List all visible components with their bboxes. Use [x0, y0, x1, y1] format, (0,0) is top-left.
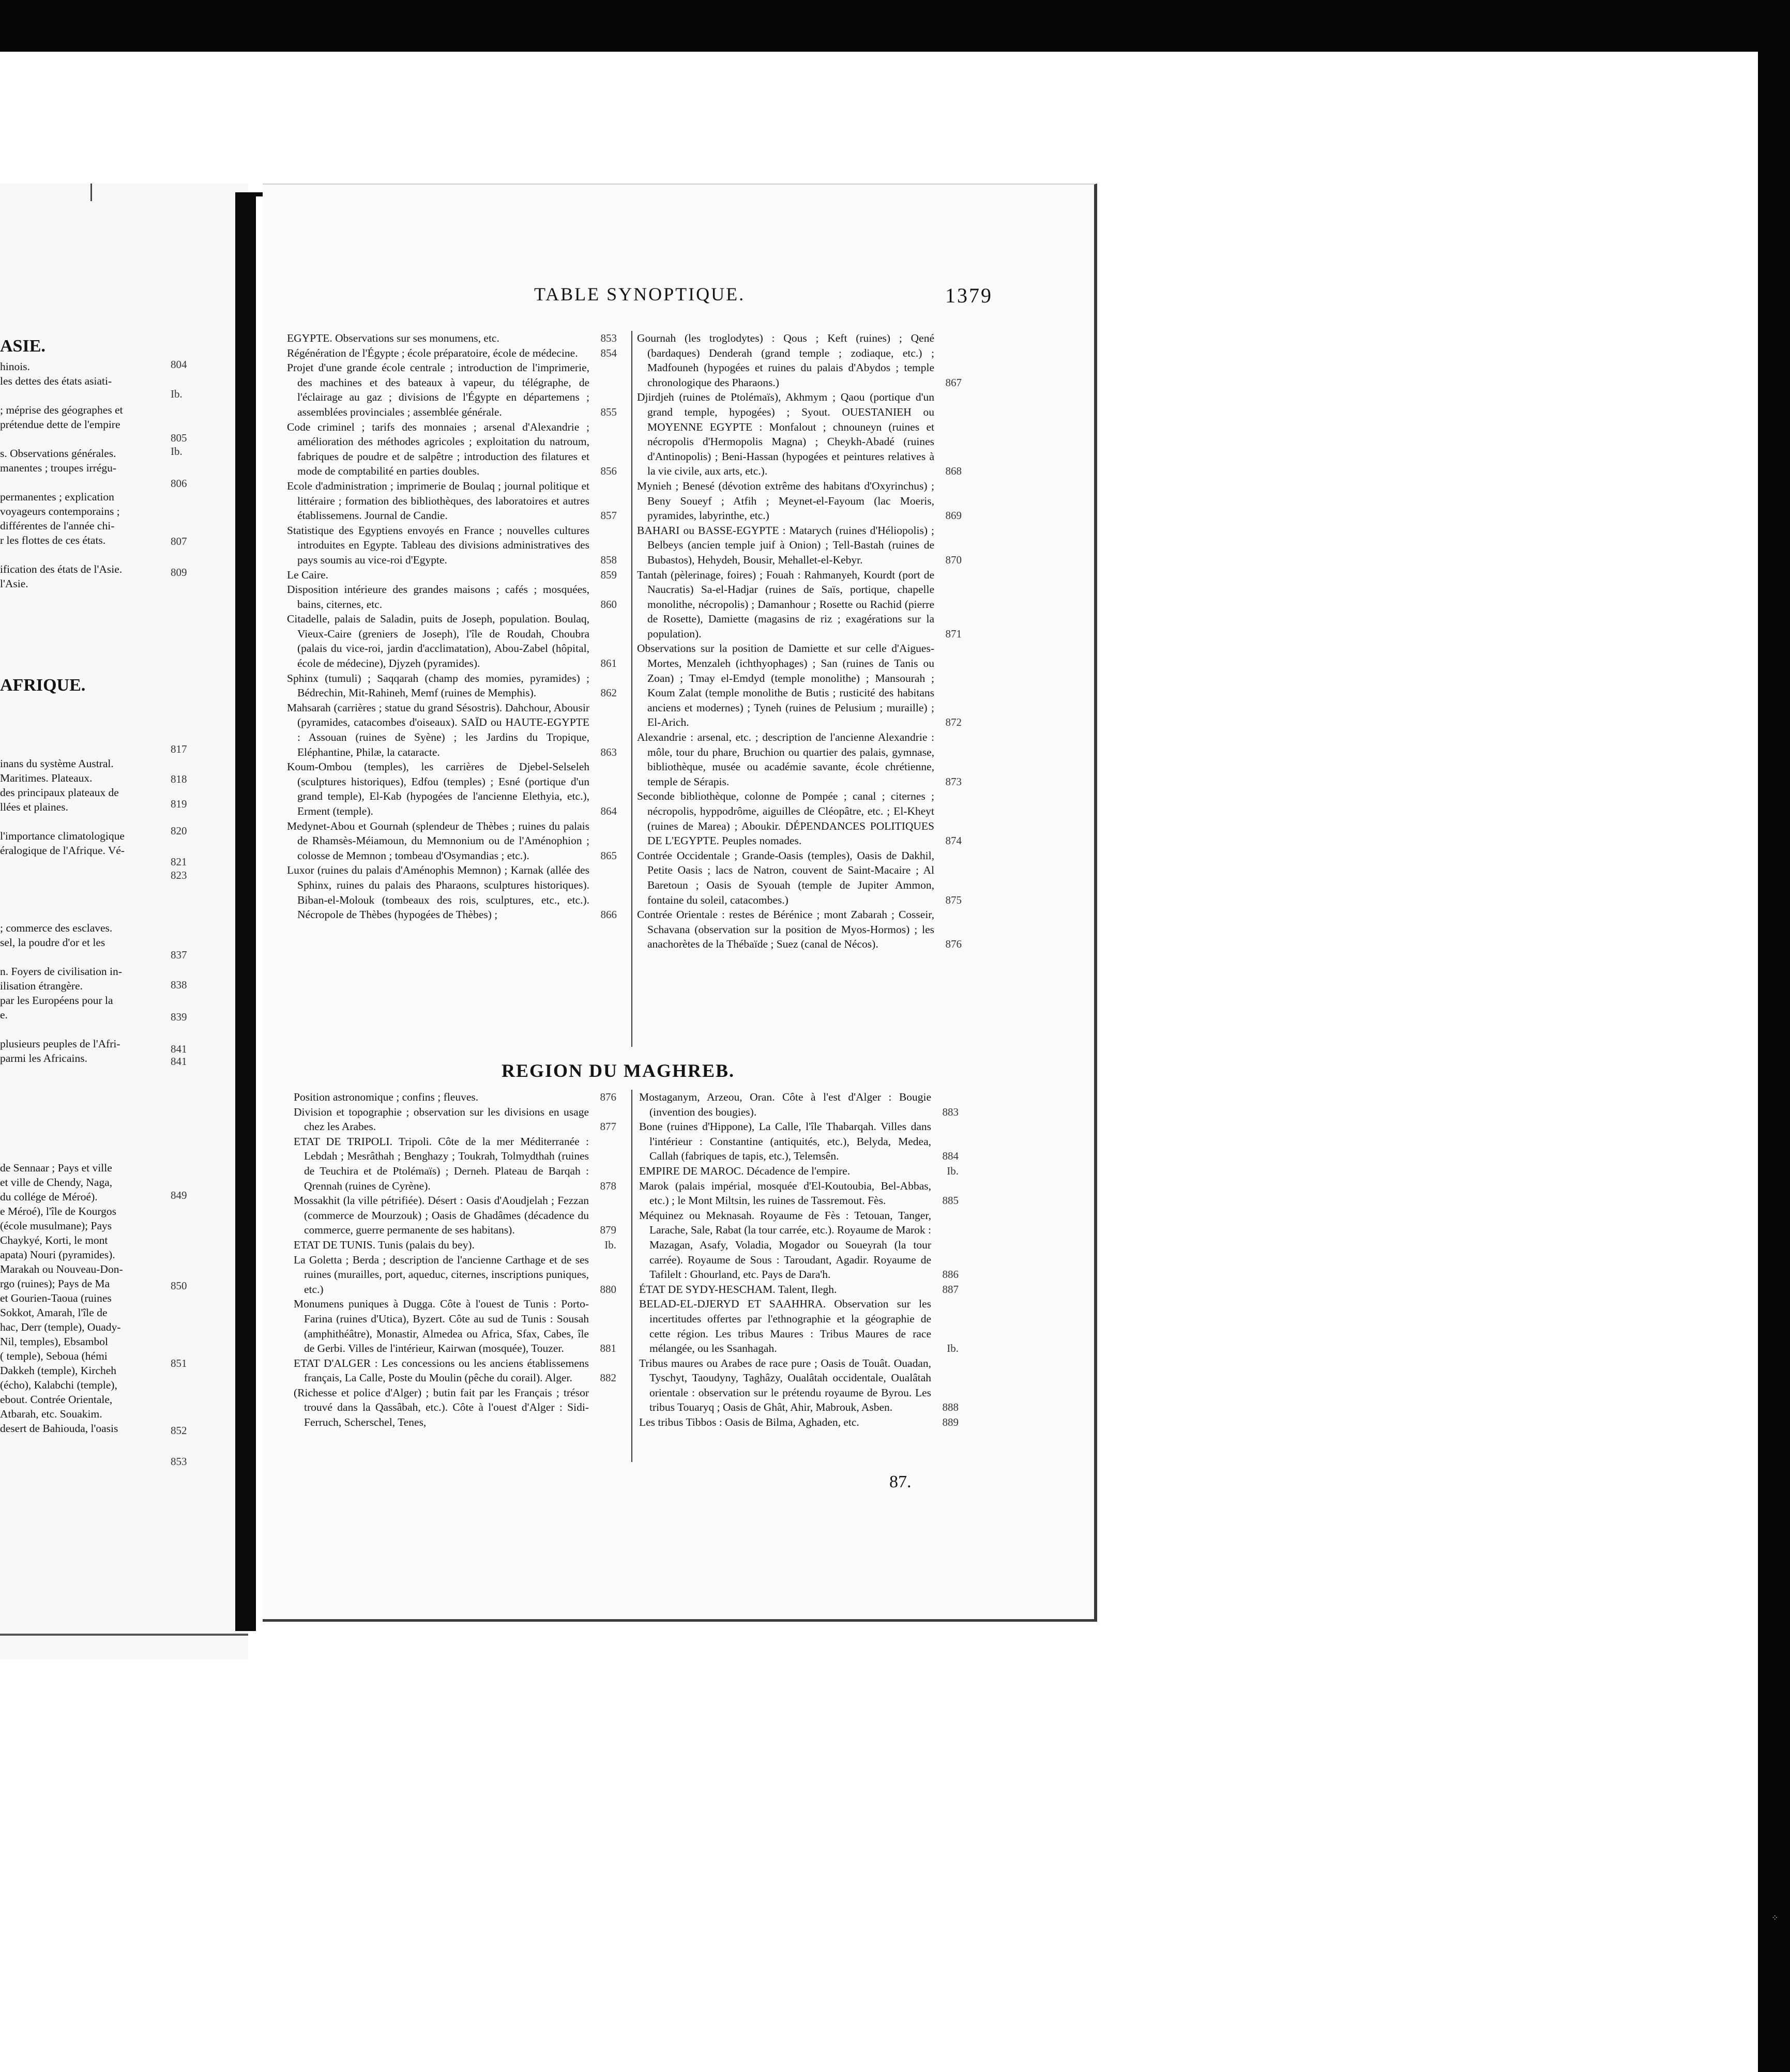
entry-text: Seconde bibliothèque, colonne de Pompée ; canal ; citernes ; nécropolis, hyppodrôme, aiguilles de Cléopâtre, etc. ; El-Kheyt (ruines de Marea) ; Aboukir. DÉPENDANCES POLITIQUES DE L'EGYPTE. Peuples nomades.: [637, 790, 934, 847]
index-entry: [294, 1385, 617, 1430]
edge-mark: ⁘: [1771, 1914, 1779, 1923]
entry-page-number: 859: [600, 568, 617, 581]
left-page-number: 807: [171, 535, 187, 547]
index-entry: [287, 523, 618, 568]
entry-page-number: 877: [600, 1120, 616, 1133]
entry-text: Medynet-Abou et Gournah (splendeur de Thèbes ; ruines du palais de Rhamsès-Méiamoun, du Memnonium ou de l'Aménophion ; colosse de Memnon ; tombeau d'Osymandias ; etc.).: [287, 819, 589, 862]
left-page-line: llées et plaines.: [0, 801, 68, 813]
left-page-line: ( temple), Seboua (hémi: [0, 1350, 108, 1362]
index-entry: [639, 1090, 960, 1119]
left-page-line: et ville de Chendy, Naga,: [0, 1176, 113, 1189]
entry-text: Régénération de l'Égypte ; école préparatoire, école de médecine.: [287, 346, 578, 359]
entry-text: Bone (ruines d'Hippone), La Calle, l'île Thabarqah. Villes dans l'intérieur : Constantine (antiquités, etc.), Belyda, Medea, Callah (fabriques de tapis, etc.), Telemsên.: [639, 1120, 931, 1163]
entry-text: Code criminel ; tarifs des monnaies ; arsenal d'Alexandrie ; amélioration des méthodes agricoles ; exploitation du natroum, fabriques de poudre et de salpêtre ; introduction des filatures et mode de comptabilité en parties doubles.: [287, 420, 589, 478]
scan-border-right: [1758, 0, 1790, 2072]
scan-border-top: [0, 0, 1790, 52]
entry-text: Sphinx (tumuli) ; Saqqarah (champ des momies, pyramides) ; Bédrechin, Mit-Rahineh, Memf (ruines de Memphis).: [287, 672, 589, 699]
entry-text: Contrée Occidentale ; Grande-Oasis (temples), Oasis de Dakhil, Petite Oasis ; lacs de Natron, couvent de Saint-Macaire ; Al Baretoun ; Oasis de Syouah (temple de Jupiter Ammon, fontaine du soleil, catacombes.): [637, 849, 934, 906]
entry-text: Méquinez ou Meknasah. Royaume de Fès : Tetouan, Tanger, Larache, Sale, Rabat (la tour carrée, etc.). Royaume de Marok : Mazagan, Asafy, Voladia, Mogador ou Soueyrah (la tour carrée). Royaume de Sous : Taroudant, Agadir. Royaume de Tafilelt : Ghourland, etc. Pays de Dara'h.: [639, 1209, 932, 1281]
entry-page-number: 855: [600, 405, 617, 418]
index-entry: [294, 1105, 617, 1134]
entry-text: Les tribus Tibbos : Oasis de Bilma, Aghaden, etc.: [639, 1416, 859, 1429]
entry-page-number: 878: [600, 1179, 616, 1192]
entry-text: Marok (palais impérial, mosquée d'El-Koutoubia, Bel-Abbas, etc.) ; le Mont Miltsin, les ruines de Tassremout. Fès.: [639, 1179, 931, 1207]
index-entry: [294, 1090, 617, 1105]
left-page-line: voyageurs contemporains ;: [0, 505, 120, 517]
entry-text: Tantah (pèlerinage, foires) ; Fouah : Rahmanyeh, Kourdt (port de Naucratis) Sa-el-Hadjar (ruines de Saïs, portique, chapelle monolithe, nécropolis) ; Damanhour ; Rosette ou Rachid (pierre de Rosette), Damiette (magasins de riz ; exagérations sur la population).: [637, 568, 934, 640]
entry-text: Djirdjeh (ruines de Ptolémaïs), Akhmym ; Qaou (portique d'un grand temple, hypogées) ; Syout. OUESTANIEH ou MOYENNE EGYPTE : Monfalout ; chnouneyn (ruines et nécropolis d'Hermopolis Magna) ; Cheykh-Abadé (ruines d'Antinopolis) ; Beni-Hassan (hypogées et peintures relatives à la vie civile, aux arts, etc.).: [637, 391, 934, 478]
entry-text: Luxor (ruines du palais d'Aménophis Memnon) ; Karnak (allée des Sphinx, ruines du palais des Pharaons, sculptures historiques). Biban-el-Molouk (tombeaux des rois, sculptures, etc., etc.). Nécropole de Thèbes (hypogées de Thèbes) ;: [287, 864, 589, 921]
left-page-number: 850: [171, 1279, 187, 1292]
entry-text: Position astronomique ; confins ; fleuves.: [294, 1091, 479, 1103]
left-page-number: Ib.: [171, 388, 183, 400]
index-entry: [287, 568, 618, 583]
left-page-number: 819: [171, 798, 187, 810]
index-entry: [639, 1415, 960, 1430]
entry-text: Mostaganym, Arzeou, Oran. Côte à l'est d'Alger : Bougie (invention des bougies).: [639, 1091, 931, 1118]
left-page-line: sel, la poudre d'or et les: [0, 936, 105, 949]
entry-page-number: 857: [600, 509, 617, 522]
index-entry: [639, 1164, 960, 1179]
index-entry: [287, 479, 618, 523]
entry-text: Contrée Orientale : restes de Bérénice ; mont Zabarah ; Cosseir, Schavana (observation sur la position de Myos-Hormos) ; les anachorètes de la Thébaïde ; Suez (canal de Nécos).: [637, 908, 934, 951]
index-entry: [287, 360, 618, 419]
left-page-line: les dettes des états asiati-: [0, 375, 112, 387]
left-page-bottom-edge: [0, 1634, 248, 1636]
entry-text: ETAT DE TRIPOLI. Tripoli. Côte de la mer Méditerranée : Lebdah ; Mesrâthah ; Benghazy ; Toukrah, Tolmydthah (ruines de Teuchira et de Ptolémaïs) ; Derneh. Plateau de Barqah : Qrennah (ruines de Cyrène).: [294, 1135, 589, 1192]
index-entry: [639, 1179, 960, 1208]
left-page-number: 849: [171, 1189, 187, 1201]
left-page-line: ebout. Contrée Orientale,: [0, 1393, 113, 1406]
entry-page-number: 872: [945, 716, 962, 729]
left-page-number: 823: [171, 869, 187, 881]
entry-page-number: 888: [942, 1401, 959, 1414]
entry-page-number: 871: [945, 627, 962, 640]
left-page-number: 851: [171, 1357, 187, 1369]
entry-text: Alexandrie : arsenal, etc. ; description de l'ancienne Alexandrie : môle, tour du phare, Bruchion ou quartier des palais, gymnase, bibliothèque, musée ou académie savante, école chrétienne, temple de Sérapis.: [637, 731, 934, 788]
entry-text: Projet d'une grande école centrale ; introduction de l'imprimerie, des machines et des bateaux à vapeur, du télégraphe, de l'éclairage au gaz ; divisions de l'Égypte en départemens ; assemblées provinciales ; assemblée générale.: [287, 361, 589, 418]
left-page-line: ilisation étrangère.: [0, 980, 83, 992]
left-page-number: 841: [171, 1055, 187, 1068]
entry-page-number: 870: [945, 553, 962, 566]
index-entry: [287, 346, 618, 361]
entry-text: Le Caire.: [287, 568, 328, 581]
entry-text: (Richesse et police d'Alger) ; butin fait par les Français ; trésor trouvé dans la Qassâbah, etc.). Côte à l'ouest d'Alger : Sidi-Ferruch, Scherschel, Tenes,: [294, 1386, 589, 1429]
index-entry: [637, 907, 963, 952]
left-page-number: Ib.: [171, 445, 183, 458]
column-maghreb-right: [639, 1090, 960, 1462]
index-entry: [639, 1119, 960, 1164]
left-page-line: desert de Bahiouda, l'oasis: [0, 1422, 118, 1435]
page-number: 1379: [945, 284, 993, 307]
entry-page-number: Ib.: [947, 1342, 959, 1355]
entry-text: Citadelle, palais de Saladin, puits de Joseph, population. Boulaq, Vieux-Caire (greniers de Joseph), l'île de Roudah, Choubra (palais du vice-roi, jardin d'acclimatation), Abou-Zabel (hôpital, école de médecine), Djyzeh (pyramides).: [287, 613, 589, 670]
index-entry: [639, 1208, 960, 1282]
entry-page-number: Ib.: [604, 1238, 616, 1251]
left-page-line: (écho), Kalabchi (temple),: [0, 1379, 117, 1391]
entry-page-number: 886: [942, 1268, 959, 1281]
left-page-line: n. Foyers de civilisation in-: [0, 965, 122, 978]
entry-text: Tribus maures ou Arabes de race pure ; Oasis de Touât. Ouadan, Tyschyt, Taoudyny, Taghâzy, Oualâtah occidentale, Oualâtah orientale : observation sur le prétendu royaume de Byrou. Les tribus Touaryq ; Oasis de Ghât, Ahir, Mabrouk, Asben.: [639, 1357, 931, 1414]
left-page-number: 809: [171, 566, 187, 578]
left-page-number: 806: [171, 477, 187, 490]
column-egypt-left: [287, 331, 618, 1047]
left-page-line: de Sennaar ; Pays et ville: [0, 1162, 112, 1174]
left-page-line: Nil, temples), Ebsambol: [0, 1335, 108, 1348]
left-page-line: hinois.: [0, 360, 30, 373]
left-heading-afrique: AFRIQUE.: [0, 676, 86, 695]
signature-mark: 87.: [889, 1472, 912, 1491]
entry-page-number: Ib.: [947, 1164, 959, 1177]
left-page-line: éralogique de l'Afrique. Vé-: [0, 844, 125, 857]
entry-page-number: 863: [600, 745, 617, 758]
entry-page-number: 860: [600, 598, 617, 611]
entry-page-number: 879: [600, 1224, 616, 1237]
index-entry: [637, 390, 963, 479]
entry-text: Statistique des Egyptiens envoyés en France ; nouvelles cultures introduites en Egypte. Tableau des divisions administratives des pays soumis au vice-roi d'Egypte.: [287, 524, 589, 566]
index-entry: [294, 1238, 617, 1253]
entry-page-number: 861: [600, 657, 617, 670]
entry-page-number: 880: [600, 1283, 616, 1296]
page-header: [269, 283, 993, 307]
entry-text: Gournah (les troglodytes) : Qous ; Keft (ruines) ; Qené (bardaques) Denderah (grand temple ; zodiaque, etc.) ; Madfouneh (hypogées et ruines du palais d'Abydos ; temple chronologique des Pharaons.): [637, 332, 934, 389]
left-page-number: 804: [171, 358, 187, 371]
entry-text: BAHARI ou BASSE-EGYPTE : Matarych (ruines d'Héliopolis) ; Belbeys (ancien temple juif à Onion) ; Tell-Bastah (ruines de Bubastos), Hehydeh, Bousir, Mehallet-el-Kebyr.: [637, 524, 934, 566]
left-page-number: 818: [171, 773, 187, 785]
index-entry: [637, 479, 963, 523]
left-heading-asie: ASIE.: [0, 337, 45, 356]
entry-page-number: 858: [600, 553, 617, 566]
index-entry: [294, 1193, 617, 1238]
left-page-line: permanentes ; explication: [0, 491, 114, 503]
left-page-line: r les flottes de ces états.: [0, 534, 106, 546]
left-page-number: 853: [171, 1455, 187, 1468]
index-entry: [639, 1297, 960, 1355]
left-page-line: s. Observations générales.: [0, 447, 116, 460]
left-page-line: l'Asie.: [0, 577, 28, 590]
entry-page-number: 889: [942, 1416, 959, 1429]
column-egypt-right: [637, 331, 963, 1047]
entry-text: La Goletta ; Berda ; description de l'ancienne Carthage et de ses ruines (murailles, port, aqueduc, citernes, inscriptions puniques, etc.): [294, 1253, 589, 1296]
index-entry: [287, 582, 618, 612]
entry-page-number: 881: [600, 1342, 616, 1355]
entry-page-number: 868: [945, 465, 962, 478]
running-title: TABLE SYNOPTIQUE.: [534, 284, 746, 304]
left-page-number: 821: [171, 856, 187, 868]
index-entry: [294, 1356, 617, 1385]
left-facing-page: [0, 184, 248, 1659]
left-page-number: 838: [171, 979, 187, 991]
left-page-line: (école musulmane); Pays: [0, 1220, 112, 1232]
entry-text: Mossakhit (la ville pétrifiée). Désert : Oasis d'Aoudjelah ; Fezzan (commerce de Mourzouk) ; Oasis de Ghadâmes (décadence du commerce, guerre permanente de ses habitans).: [294, 1194, 589, 1237]
entry-page-number: 867: [945, 376, 962, 389]
left-page-line: Chaykyé, Korti, le mont: [0, 1234, 108, 1246]
column-maghreb-left: [294, 1090, 617, 1462]
left-page-line: Dakkeh (temple), Kircheh: [0, 1364, 117, 1377]
index-entry: [639, 1282, 960, 1297]
entry-text: Observations sur la position de Damiette et sur celle d'Aigues-Mortes, Menzaleh (ichthyophages) ; San (ruines de Tanis ou Zoan) ; Tmay el-Emdyd (temple monolithe) ; Mansourah ; Koum Zalat (temple monolithe de Butis ; rusticité des habitans anciens et modernes) ; Tyneh (ruines de Pelusium ; muraille) ; El-Arich.: [637, 642, 934, 729]
left-page-line: e Méroé), l'île de Kourgos: [0, 1205, 116, 1217]
entry-text: Ecole d'administration ; imprimerie de Boulaq ; journal politique et littéraire ; formation des bibliothèques, des laboratoires et autres établissemens. Journal de Candie.: [287, 479, 589, 522]
left-page-line: Atbarah, etc. Souakim.: [0, 1408, 102, 1420]
index-entry: [637, 789, 963, 848]
entry-page-number: 887: [942, 1283, 959, 1296]
index-entry: [637, 641, 963, 730]
left-page-line: différentes de l'année chi-: [0, 520, 115, 532]
left-page-number: 820: [171, 825, 187, 837]
entry-page-number: 856: [600, 465, 617, 478]
entry-page-number: 854: [600, 346, 617, 359]
left-page-line: par les Européens pour la: [0, 994, 113, 1007]
entry-text: Mahsarah (carrières ; statue du grand Sésostris). Dahchour, Abousir (pyramides, catacombes d'oiseaux). SAÏD ou HAUTE-EGYPTE : Assouan (ruines de Syène) ; les Jardins du Tropique, Eléphantine, Philæ, la cataracte.: [287, 701, 589, 758]
column-rule-bottom: [631, 1090, 632, 1462]
index-entry: [637, 523, 963, 568]
entry-page-number: 873: [945, 775, 962, 788]
left-page-line: ification des états de l'Asie.: [0, 563, 123, 575]
left-page-number: 805: [171, 432, 187, 444]
left-page-line: ; commerce des esclaves.: [0, 922, 113, 934]
left-page-line: des principaux plateaux de: [0, 786, 119, 799]
left-page-line: plusieurs peuples de l'Afri-: [0, 1038, 120, 1050]
left-page-number: 852: [171, 1424, 187, 1437]
index-entry: [637, 331, 963, 390]
entry-page-number: 882: [600, 1372, 616, 1384]
index-entry: [639, 1356, 960, 1415]
left-page-line: apata) Nouri (pyramides).: [0, 1248, 115, 1261]
entry-page-number: 875: [945, 893, 962, 906]
left-page-line: parmi les Africains.: [0, 1052, 87, 1064]
entry-page-number: 862: [600, 687, 617, 699]
entry-text: ETAT DE TUNIS. Tunis (palais du bey).: [294, 1238, 475, 1251]
left-page-line: e.: [0, 1009, 8, 1021]
left-page-line: ; méprise des géographes et: [0, 404, 123, 416]
column-rule-top: [631, 331, 632, 1047]
left-page-line: inans du système Austral.: [0, 757, 114, 770]
index-entry: [287, 863, 618, 922]
book-spine: [235, 195, 256, 1631]
entry-text: Koum-Ombou (temples), les carrières de Djebel-Selseleh (sculptures historiques), Edfou (temples) ; Esné (portique d'un grand temple), El-Kab (hypogées de l'ancienne Elethyia, etc.), Erment (temple).: [287, 760, 589, 817]
entry-text: EMPIRE DE MAROC. Décadence de l'empire.: [639, 1164, 851, 1177]
left-page-line: l'importance climatologique: [0, 830, 125, 842]
left-page-line: Marakah ou Nouveau-Don-: [0, 1263, 123, 1275]
entry-page-number: 853: [600, 332, 617, 344]
index-entry: [637, 568, 963, 642]
entry-page-number: 866: [600, 908, 617, 921]
entry-page-number: 869: [945, 509, 962, 522]
left-page-line: Maritimes. Plateaux.: [0, 772, 93, 784]
entry-page-number: 883: [942, 1105, 959, 1118]
entry-text: Monumens puniques à Dugga. Côte à l'ouest de Tunis : Porto-Farina (ruines d'Utica), Byzert. Côte au sud de Tunis : Sousah (amphithéâtre), Monastir, Almedea ou Africa, Sfax, Cabes, île de Gerbi. Villes de l'intérieur, Kairwan (mosquée), Touzer.: [294, 1298, 589, 1355]
left-page-line: hac, Derr (temple), Ouady-: [0, 1321, 121, 1333]
index-entry: [287, 819, 618, 863]
index-entry: [294, 1253, 617, 1297]
index-entry: [287, 700, 618, 759]
left-page-line: rgo (ruines); Pays de Ma: [0, 1277, 110, 1290]
index-entry: [287, 420, 618, 479]
left-page-line: et Gourien-Taoua (ruines: [0, 1292, 112, 1304]
entry-text: Division et topographie ; observation sur les divisions en usage chez les Arabes.: [294, 1105, 589, 1133]
entry-page-number: 884: [942, 1150, 959, 1163]
entry-page-number: 876: [945, 938, 962, 951]
index-entry: [294, 1297, 617, 1355]
left-page-line: manentes ; troupes irrégu-: [0, 462, 117, 474]
left-page-fold: [90, 184, 92, 201]
section-heading-maghreb: REGION DU MAGHREB.: [502, 1060, 735, 1081]
left-page-number: 841: [171, 1043, 187, 1055]
left-page-line: du collége de Méroé).: [0, 1191, 98, 1203]
entry-page-number: 885: [942, 1194, 959, 1207]
index-entry: [637, 730, 963, 789]
index-entry: [287, 671, 618, 700]
index-entry: [287, 759, 618, 818]
entry-page-number: 864: [600, 805, 617, 817]
entry-text: Disposition intérieure des grandes maisons ; cafés ; mosquées, bains, citernes, etc.: [287, 583, 589, 611]
index-entry: [637, 848, 963, 907]
entry-text: Mynieh ; Benesé (dévotion extrême des habitans d'Oxyrinchus) ; Beny Soueyf ; Atfih ; Meynet-el-Fayoum (lac Moeris, pyramides, labyrinthe, etc.): [637, 479, 934, 522]
entry-page-number: 874: [945, 834, 962, 847]
left-page-number: 839: [171, 1011, 187, 1023]
index-entry: [294, 1134, 617, 1193]
left-page-line: prétendue dette de l'empire: [0, 418, 120, 431]
entry-text: ETAT D'ALGER : Les concessions ou les anciens établissemens français, La Calle, Poste du Moulin (pêche du corail). Alger.: [294, 1357, 589, 1384]
entry-page-number: 876: [600, 1091, 616, 1103]
entry-text: BELAD-EL-DJERYD ET SAAHHRA. Observation sur les incertitudes offertes par l'ethnographie et la géographie de cette région. Les tribus Maures : Tribus Maures de race mélangée, ou les Ssanhagah.: [639, 1298, 931, 1355]
entry-text: ÉTAT DE SYDY-HESCHAM. Talent, Ilegh.: [639, 1283, 837, 1296]
left-page-number: 837: [171, 949, 187, 961]
left-page-line: Sokkot, Amarah, l'île de: [0, 1306, 108, 1319]
entry-text: EGYPTE. Observations sur ses monumens, etc.: [287, 332, 499, 344]
left-page-number: 817: [171, 743, 187, 755]
entry-page-number: 865: [600, 849, 617, 862]
index-entry: [287, 331, 618, 346]
index-entry: [287, 612, 618, 671]
